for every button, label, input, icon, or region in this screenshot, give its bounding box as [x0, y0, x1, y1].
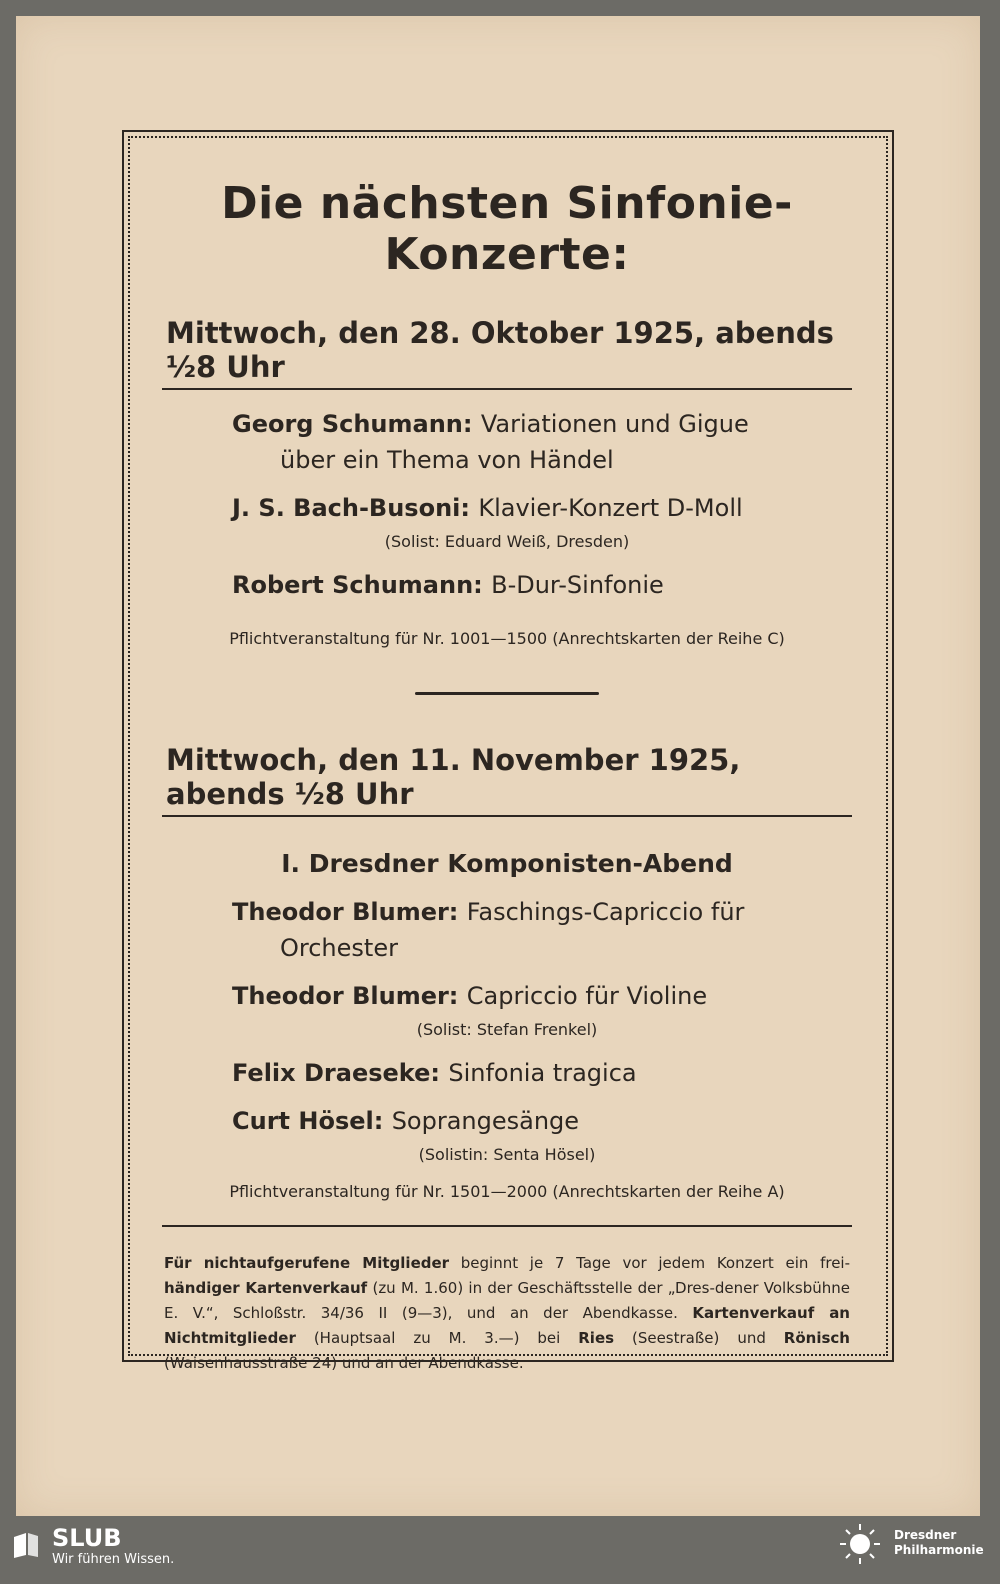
soloist: (Solist: Stefan Frenkel) — [416, 1020, 598, 1039]
note-text: (Hauptsaal zu M. 3.—) bei — [295, 1329, 579, 1347]
concert2-item — [232, 898, 852, 926]
dp-line2: Philharmonie — [894, 1543, 984, 1557]
concert2-item — [232, 1107, 852, 1135]
soloist: (Solistin: Senta Hösel) — [418, 1145, 596, 1164]
work: Variationen und Gigue — [480, 410, 749, 438]
program-page — [16, 16, 980, 1516]
concert2-subtitle: I. Dresdner Komponisten-Abend — [281, 849, 733, 878]
concert1-duty: Pflichtveranstaltung für Nr. 1001—1500 (Anrechtskarten der Reihe C) — [229, 629, 785, 648]
slub-logo-icon — [12, 1531, 40, 1559]
concert2-item — [232, 982, 852, 1010]
composer: Robert Schumann: — [232, 571, 483, 599]
work: Faschings-Capriccio für — [466, 898, 745, 926]
note-text: (Waisenhausstraße 24) und an der Abendkasse. — [164, 1354, 524, 1372]
footer-bar — [0, 1516, 1000, 1584]
concert1-item — [232, 494, 852, 522]
concert1-item — [232, 571, 852, 599]
soloist: (Solist: Eduard Weiß, Dresden) — [384, 532, 630, 551]
concert2-date: Mittwoch, den 11. November 1925, abends ½8 Uhr — [162, 743, 852, 817]
note-text: (zu M. 1.60) in der Geschäftsstelle der „Dres-dener Volksbühne E. V.“, Schloßstr. 34/36 II (9—3), und an der Abendkasse. — [164, 1279, 850, 1322]
note-text: (Seestraße) und — [614, 1329, 784, 1347]
ticket-note — [162, 1251, 852, 1376]
note-bold: Ries — [578, 1329, 615, 1347]
work-continuation: über ein Thema von Händel — [280, 446, 614, 474]
work: Capriccio für Violine — [466, 982, 708, 1010]
note-bold: Für nichtaufgerufene Mitglieder — [164, 1254, 450, 1272]
slub-name: SLUB — [52, 1524, 122, 1552]
concert2-duty: Pflichtveranstaltung für Nr. 1501—2000 (Anrechtskarten der Reihe A) — [229, 1182, 785, 1201]
work: B-Dur-Sinfonie — [491, 571, 664, 599]
work-continuation: Orchester — [280, 934, 398, 962]
work: Sinfonia tragica — [448, 1059, 637, 1087]
dresdner-philharmonie-name — [894, 1528, 984, 1558]
composer: Georg Schumann: — [232, 410, 473, 438]
note-bold: Rönisch — [783, 1329, 850, 1347]
composer: Felix Draeseke: — [232, 1059, 440, 1087]
divider — [162, 1225, 852, 1227]
page-title: Die nächsten Sinfonie-Konzerte: — [221, 178, 793, 280]
composer: Theodor Blumer: — [232, 898, 459, 926]
program-content — [162, 166, 852, 1376]
work: Klavier-Konzert D-Moll — [478, 494, 743, 522]
composer: J. S. Bach-Busoni: — [232, 494, 470, 522]
dp-line1: Dresdner — [894, 1528, 957, 1542]
concert2-item — [232, 1059, 852, 1087]
slub-tagline: Wir führen Wissen. — [52, 1552, 175, 1567]
note-bold: Kartenverkauf an Nichtmitglieder — [164, 1304, 850, 1347]
composer: Theodor Blumer: — [232, 982, 459, 1010]
work: Soprangesänge — [391, 1107, 580, 1135]
note-bold: händiger Kartenverkauf — [164, 1279, 368, 1297]
note-text: beginnt je 7 Tage vor jedem Konzert ein frei- — [449, 1254, 851, 1272]
concert1-date: Mittwoch, den 28. Oktober 1925, abends ½8 Uhr — [162, 316, 852, 390]
dresdner-philharmonie-logo-icon — [838, 1522, 882, 1566]
concert1-item — [232, 410, 852, 438]
separator — [415, 692, 599, 695]
composer: Curt Hösel: — [232, 1107, 384, 1135]
